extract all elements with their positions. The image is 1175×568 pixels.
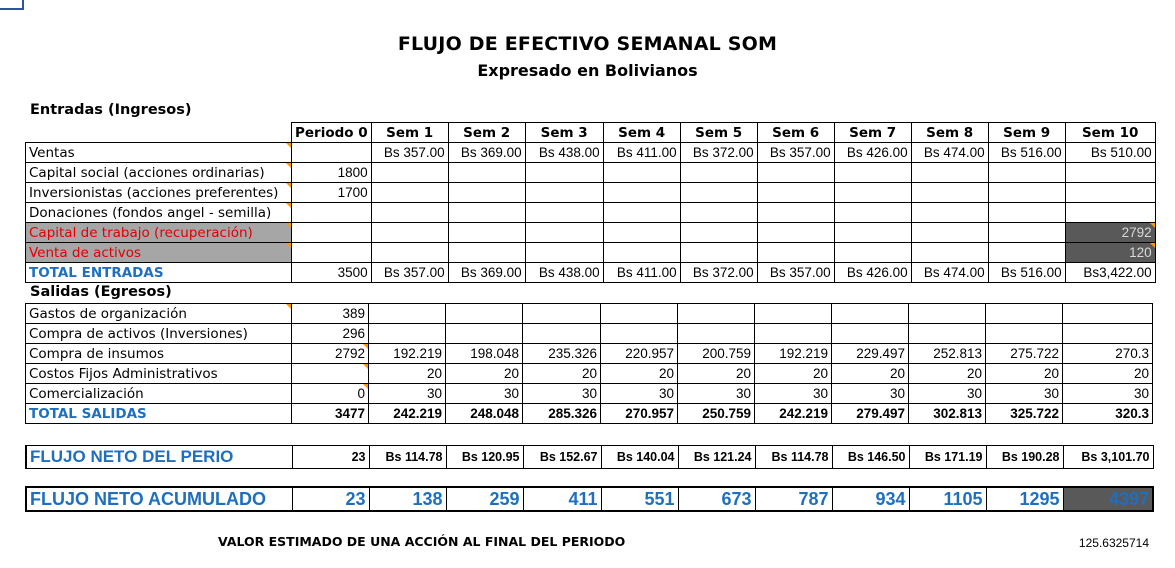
table-cell[interactable]: [1063, 324, 1153, 344]
table-cell[interactable]: [1065, 163, 1155, 183]
table-cell[interactable]: 20: [523, 364, 601, 384]
table-cell[interactable]: [678, 304, 755, 324]
table-cell[interactable]: 320.3: [1063, 404, 1153, 424]
table-cell[interactable]: 30: [678, 384, 755, 404]
table-cell[interactable]: Bs 411.00: [603, 263, 680, 283]
table-cell[interactable]: Bs 114.78: [755, 446, 832, 469]
table-cell[interactable]: 20: [832, 364, 909, 384]
sheet-subtitle: Expresado en Bolivianos: [477, 61, 698, 80]
table-cell[interactable]: 551: [601, 487, 678, 511]
column-header[interactable]: Sem 5: [680, 123, 757, 143]
row-label[interactable]: Donaciones (fondos angel - semilla): [26, 203, 292, 223]
table-cell[interactable]: 252.813: [909, 344, 986, 364]
sheet-title: FLUJO DE EFECTIVO SEMANAL SOM: [397, 33, 778, 55]
table-cell[interactable]: 787: [755, 487, 832, 511]
table-cell[interactable]: 138: [369, 487, 446, 511]
table-cell[interactable]: 30: [446, 384, 523, 404]
table-cell[interactable]: [446, 324, 523, 344]
salidas-heading: Salidas (Egresos): [30, 284, 172, 300]
table-cell[interactable]: 250.759: [678, 404, 755, 424]
table-cell[interactable]: [986, 304, 1063, 324]
table-cell[interactable]: Bs 474.00: [911, 143, 988, 163]
table-cell[interactable]: [757, 203, 834, 223]
table-cell[interactable]: [603, 223, 680, 243]
table-cell[interactable]: 20: [446, 364, 523, 384]
entradas-row: [26, 143, 1156, 163]
table-cell[interactable]: Bs 369.00: [448, 143, 525, 163]
table-cell[interactable]: 30: [832, 384, 909, 404]
table-cell[interactable]: [834, 223, 911, 243]
table-cell[interactable]: 1105: [909, 487, 986, 511]
table-cell[interactable]: Bs 516.00: [988, 143, 1065, 163]
table-cell[interactable]: [371, 243, 448, 263]
salidas-row: [26, 364, 1153, 384]
table-cell[interactable]: [448, 223, 525, 243]
header-blank-cell: [26, 123, 292, 143]
column-header[interactable]: Periodo 0: [292, 123, 372, 143]
table-cell[interactable]: [603, 203, 680, 223]
table-cell[interactable]: 20: [601, 364, 678, 384]
table-cell[interactable]: Bs 190.28: [986, 446, 1063, 469]
table-cell[interactable]: 30: [369, 384, 446, 404]
entradas-row: [26, 243, 1156, 263]
table-cell[interactable]: 3500: [292, 263, 372, 283]
table-cell[interactable]: [603, 183, 680, 203]
table-cell[interactable]: Bs 357.00: [371, 263, 448, 283]
table-cell[interactable]: [755, 304, 832, 324]
table-cell[interactable]: 270.957: [601, 404, 678, 424]
table-cell[interactable]: Bs 426.00: [834, 263, 911, 283]
table-cell[interactable]: [448, 183, 525, 203]
salidas-row: [26, 324, 1153, 344]
table-cell[interactable]: 1700: [292, 183, 372, 203]
table-cell[interactable]: [834, 163, 911, 183]
table-cell[interactable]: [988, 183, 1065, 203]
salidas-row: [26, 384, 1153, 404]
table-cell[interactable]: 30: [523, 384, 601, 404]
table-cell[interactable]: Bs 369.00: [448, 263, 525, 283]
table-cell[interactable]: [834, 183, 911, 203]
table-cell[interactable]: Bs 114.78: [369, 446, 446, 469]
table-cell[interactable]: 248.048: [446, 404, 523, 424]
table-cell[interactable]: 30: [601, 384, 678, 404]
table-cell[interactable]: [448, 203, 525, 223]
column-header[interactable]: Sem 2: [448, 123, 525, 143]
table-cell[interactable]: 23: [292, 446, 369, 469]
table-cell[interactable]: 275.722: [986, 344, 1063, 364]
table-cell[interactable]: 30: [755, 384, 832, 404]
table-cell[interactable]: 0: [292, 384, 369, 404]
table-cell[interactable]: [988, 243, 1065, 263]
table-cell[interactable]: [988, 203, 1065, 223]
table-cell[interactable]: [371, 163, 448, 183]
table-cell[interactable]: [525, 243, 603, 263]
table-cell[interactable]: [603, 243, 680, 263]
column-header[interactable]: Sem 6: [757, 123, 834, 143]
table-cell[interactable]: 279.497: [832, 404, 909, 424]
column-header[interactable]: Sem 7: [834, 123, 911, 143]
column-header[interactable]: Sem 3: [525, 123, 603, 143]
table-cell[interactable]: [448, 163, 525, 183]
table-cell[interactable]: Bs 152.67: [523, 446, 601, 469]
row-label[interactable]: Compra de activos (Inversiones): [26, 324, 292, 344]
table-cell[interactable]: [909, 304, 986, 324]
table-cell[interactable]: Bs 510.00: [1065, 143, 1155, 163]
table-cell[interactable]: 30: [986, 384, 1063, 404]
row-label[interactable]: Capital social (acciones ordinarias): [26, 163, 292, 183]
table-cell[interactable]: 3477: [292, 404, 369, 424]
table-cell[interactable]: [911, 243, 988, 263]
table-cell[interactable]: 302.813: [909, 404, 986, 424]
table-cell[interactable]: [292, 223, 372, 243]
table-cell[interactable]: Bs 120.95: [446, 446, 523, 469]
flujo-neto-label[interactable]: FLUJO NETO DEL PERIO: [26, 446, 292, 469]
table-cell[interactable]: 1800: [292, 163, 372, 183]
header-row: [26, 123, 1156, 143]
table-cell[interactable]: 198.048: [446, 344, 523, 364]
table-cell[interactable]: Bs 372.00: [680, 263, 757, 283]
table-cell[interactable]: Bs3,422.00: [1065, 263, 1155, 283]
table-cell[interactable]: [832, 304, 909, 324]
table-cell[interactable]: Bs 171.19: [909, 446, 986, 469]
table-cell[interactable]: Bs 426.00: [834, 143, 911, 163]
table-cell[interactable]: 270.3: [1063, 344, 1153, 364]
table-cell[interactable]: [525, 223, 603, 243]
table-cell[interactable]: 2792: [1065, 223, 1155, 243]
column-header[interactable]: Sem 9: [988, 123, 1065, 143]
table-cell[interactable]: 192.219: [369, 344, 446, 364]
salidas-row: [26, 344, 1153, 364]
row-label[interactable]: Compra de insumos: [26, 344, 292, 364]
table-cell[interactable]: [446, 304, 523, 324]
table-cell[interactable]: [523, 324, 601, 344]
row-label[interactable]: Venta de activos: [26, 243, 292, 263]
table-cell[interactable]: 285.326: [523, 404, 601, 424]
table-cell[interactable]: 20: [909, 364, 986, 384]
column-header[interactable]: Sem 1: [371, 123, 448, 143]
table-cell[interactable]: Bs 357.00: [757, 143, 834, 163]
entradas-heading: Entradas (Ingresos): [30, 102, 192, 118]
table-cell[interactable]: [292, 364, 369, 384]
table-cell[interactable]: 4397: [1063, 487, 1153, 511]
table-cell[interactable]: 389: [292, 304, 369, 324]
table-cell[interactable]: [1063, 304, 1153, 324]
salidas-table: [25, 303, 1153, 424]
table-cell[interactable]: [680, 223, 757, 243]
valor-estimado-value[interactable]: 125.6325714: [1078, 536, 1149, 550]
table-cell[interactable]: [909, 324, 986, 344]
table-cell[interactable]: 325.722: [986, 404, 1063, 424]
table-cell[interactable]: 2792: [292, 344, 369, 364]
table-cell[interactable]: Bs 3,101.70: [1063, 446, 1153, 469]
table-cell[interactable]: 220.957: [601, 344, 678, 364]
table-cell[interactable]: [292, 243, 372, 263]
table-cell[interactable]: 30: [909, 384, 986, 404]
table-cell[interactable]: Bs 121.24: [678, 446, 755, 469]
table-cell[interactable]: [601, 304, 678, 324]
table-cell[interactable]: 20: [986, 364, 1063, 384]
table-cell[interactable]: 192.219: [755, 344, 832, 364]
table-cell[interactable]: [986, 324, 1063, 344]
table-cell[interactable]: [1065, 183, 1155, 203]
table-cell[interactable]: [678, 324, 755, 344]
row-label[interactable]: Comercialización: [26, 384, 292, 404]
table-cell[interactable]: [369, 324, 446, 344]
total-entradas-row: [26, 263, 1156, 283]
table-cell[interactable]: [911, 203, 988, 223]
table-cell[interactable]: 20: [755, 364, 832, 384]
table-cell[interactable]: [371, 203, 448, 223]
table-cell[interactable]: 20: [1063, 364, 1153, 384]
table-cell[interactable]: 934: [832, 487, 909, 511]
table-cell[interactable]: 411: [523, 487, 601, 511]
table-cell[interactable]: [525, 163, 603, 183]
table-cell[interactable]: Bs 474.00: [911, 263, 988, 283]
table-cell[interactable]: [680, 183, 757, 203]
table-cell[interactable]: [371, 223, 448, 243]
row-label[interactable]: Ventas: [26, 143, 292, 163]
table-cell[interactable]: [601, 324, 678, 344]
table-cell[interactable]: Bs 516.00: [988, 263, 1065, 283]
table-cell[interactable]: 242.219: [755, 404, 832, 424]
table-cell[interactable]: 23: [292, 487, 369, 511]
table-cell[interactable]: 296: [292, 324, 369, 344]
table-cell[interactable]: [523, 304, 601, 324]
table-cell[interactable]: Bs 411.00: [603, 143, 680, 163]
table-cell[interactable]: 120: [1065, 243, 1155, 263]
table-cell[interactable]: [988, 163, 1065, 183]
flujo-neto-table: [25, 445, 1154, 469]
table-cell[interactable]: [371, 183, 448, 203]
table-cell[interactable]: Bs 438.00: [525, 143, 603, 163]
entradas-row: [26, 183, 1156, 203]
entradas-row: [26, 163, 1156, 183]
table-cell[interactable]: 229.497: [832, 344, 909, 364]
row-label[interactable]: Costos Fijos Administrativos: [26, 364, 292, 384]
salidas-row: [26, 304, 1153, 324]
table-cell[interactable]: [757, 163, 834, 183]
table-cell[interactable]: [680, 163, 757, 183]
table-cell[interactable]: [603, 163, 680, 183]
table-cell[interactable]: Bs 357.00: [757, 263, 834, 283]
entradas-row: [26, 223, 1156, 243]
table-cell[interactable]: [757, 223, 834, 243]
table-cell[interactable]: 200.759: [678, 344, 755, 364]
cell-selection-corner: [0, 0, 24, 10]
row-label[interactable]: Capital de trabajo (recuperación): [26, 223, 292, 243]
total-salidas-row: [26, 404, 1153, 424]
table-cell[interactable]: 1295: [986, 487, 1063, 511]
entradas-table: [25, 122, 1156, 283]
total-salidas-label[interactable]: TOTAL SALIDAS: [26, 404, 292, 424]
table-cell[interactable]: [292, 203, 372, 223]
table-cell[interactable]: Bs 357.00: [371, 143, 448, 163]
table-cell[interactable]: 259: [446, 487, 523, 511]
table-cell[interactable]: [448, 243, 525, 263]
column-header[interactable]: Sem 4: [603, 123, 680, 143]
table-cell[interactable]: 673: [678, 487, 755, 511]
table-cell[interactable]: [834, 243, 911, 263]
table-cell[interactable]: 30: [1063, 384, 1153, 404]
table-cell[interactable]: [834, 203, 911, 223]
valor-estimado-label: VALOR ESTIMADO DE UNA ACCIÓN AL FINAL DEL PERIODO: [218, 534, 626, 549]
table-cell[interactable]: [680, 243, 757, 263]
table-cell[interactable]: Bs 140.04: [601, 446, 678, 469]
table-cell[interactable]: [680, 203, 757, 223]
entradas-row: [26, 203, 1156, 223]
flujo-neto-row: [26, 446, 1153, 469]
table-cell[interactable]: [988, 223, 1065, 243]
table-cell[interactable]: [369, 304, 446, 324]
row-label[interactable]: Inversionistas (acciones preferentes): [26, 183, 292, 203]
table-cell[interactable]: [832, 324, 909, 344]
table-cell[interactable]: 242.219: [369, 404, 446, 424]
table-cell[interactable]: 20: [369, 364, 446, 384]
column-header[interactable]: Sem 10: [1065, 123, 1155, 143]
row-label[interactable]: Gastos de organización: [26, 304, 292, 324]
table-cell[interactable]: [525, 203, 603, 223]
flujo-acumulado-label[interactable]: FLUJO NETO ACUMULADO: [26, 487, 292, 511]
table-cell[interactable]: Bs 438.00: [525, 263, 603, 283]
table-cell[interactable]: [292, 143, 372, 163]
table-cell[interactable]: [1065, 203, 1155, 223]
table-cell[interactable]: Bs 372.00: [680, 143, 757, 163]
table-cell[interactable]: [757, 183, 834, 203]
column-header[interactable]: Sem 8: [911, 123, 988, 143]
total-entradas-label[interactable]: TOTAL ENTRADAS: [26, 263, 292, 283]
table-cell[interactable]: 20: [678, 364, 755, 384]
flujo-acumulado-row: [26, 487, 1153, 511]
table-cell[interactable]: [911, 183, 988, 203]
table-cell[interactable]: [911, 223, 988, 243]
table-cell[interactable]: Bs 146.50: [832, 446, 909, 469]
table-cell[interactable]: [525, 183, 603, 203]
table-cell[interactable]: [755, 324, 832, 344]
table-cell[interactable]: 235.326: [523, 344, 601, 364]
table-cell[interactable]: [911, 163, 988, 183]
table-cell[interactable]: [757, 243, 834, 263]
flujo-acumulado-table: [25, 486, 1154, 512]
